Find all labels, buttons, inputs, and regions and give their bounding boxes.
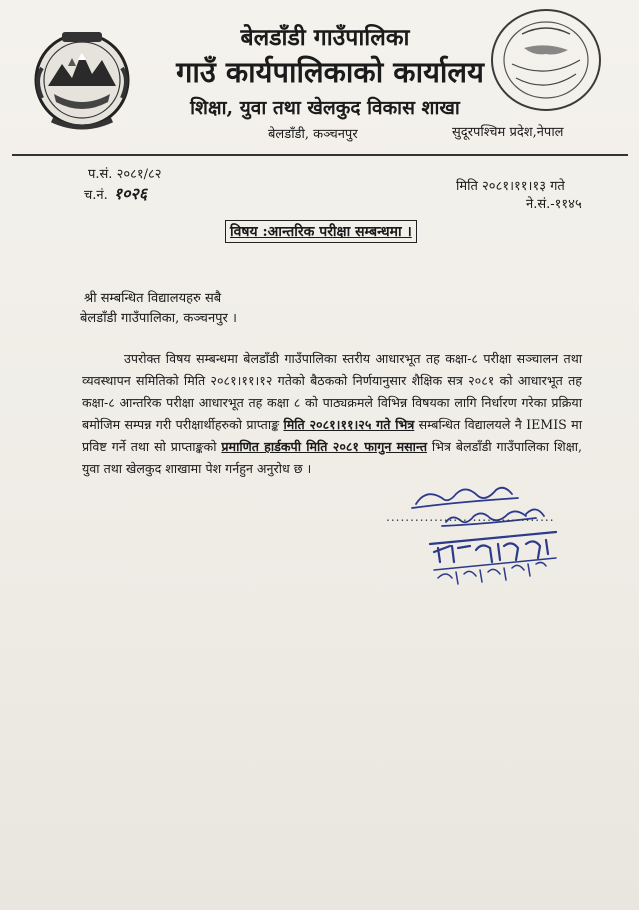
municipality-name: बेलडाँडी गाउँपालिका xyxy=(240,24,410,51)
dispatch-label: च.नं. xyxy=(84,188,108,203)
office-address: बेलडाँडी, कञ्चनपुर xyxy=(268,127,358,142)
signatory-designation-stamp xyxy=(434,558,556,584)
office-title: गाउँ कार्यपालिकाको कार्यालय xyxy=(176,55,484,89)
signature-block xyxy=(386,474,586,604)
body-part-2: सम्बन्धित विद्यालयले नै IEMIS मा प्रविष्ट गर्ने तथा सो प्राप्ताङ्कको xyxy=(82,417,582,454)
branch-name: शिक्षा, युवा तथा खेलकुद विकास शाखा xyxy=(190,97,460,119)
letter-date: मिति २०८१।११।१३ गते xyxy=(456,179,565,194)
signatory-name-stamp xyxy=(430,532,556,562)
header-divider xyxy=(12,154,628,156)
dispatch-number xyxy=(84,182,147,204)
province-country: सुदूरपश्चिम प्रदेश,नेपाल xyxy=(452,125,564,140)
dispatch-value: १०२६ xyxy=(113,184,148,203)
body-deadline-2: प्रमाणित हार्डकपी मिति २०८१ फागुन मसान्त xyxy=(221,439,427,454)
signature-dotted-line: ................................... xyxy=(386,510,555,524)
nepal-emblem-logo xyxy=(28,24,136,142)
body-deadline-1: मिति २०८१।११।२५ गते भित्र xyxy=(283,417,415,432)
subject-line: विषय :आन्तरिक परीक्षा सम्बन्धमा । xyxy=(225,220,417,243)
registration-number: ने.सं.-११४५ xyxy=(526,197,582,212)
recipient-line-1: श्री सम्बन्धित विद्यालयहरु सबै xyxy=(84,291,222,306)
letter-body xyxy=(82,348,582,480)
body-part-3: भित्र बेलडाँडी गाउँपालिका शिक्षा, युवा तथा खेलकुद शाखामा पेश गर्नहुन अनुरोध छ । xyxy=(82,439,582,476)
recipient-line-2: बेलडाँडी गाउँपालिका, कञ्चनपुर । xyxy=(80,311,237,326)
body-part-1: उपरोक्त विषय सम्बन्धमा बेलडाँडी गाउँपालिका स्तरीय आधारभूत तह कक्षा-८ परीक्षा सञ्चालन तथा व्यवस्थापन समितिको मिति २०८१।११।१२ गतेको बैठकको निर्णयानुसार शैक्षिक सत्र २०८१ को आधारभूत तह कक्षा-८ आन्तरिक परीक्षा आधारभूत तह कक्षा ८ को पाठ्यक्रमले विभिन्न विषयका लागि निर्धारण गरेका प्रक्रिया बमोजिम सम्पन्न गरी परीक्षार्थीहरुको प्राप्ताङ्क xyxy=(82,351,582,432)
reference-number: प.सं. २०८१/८२ xyxy=(88,167,162,182)
